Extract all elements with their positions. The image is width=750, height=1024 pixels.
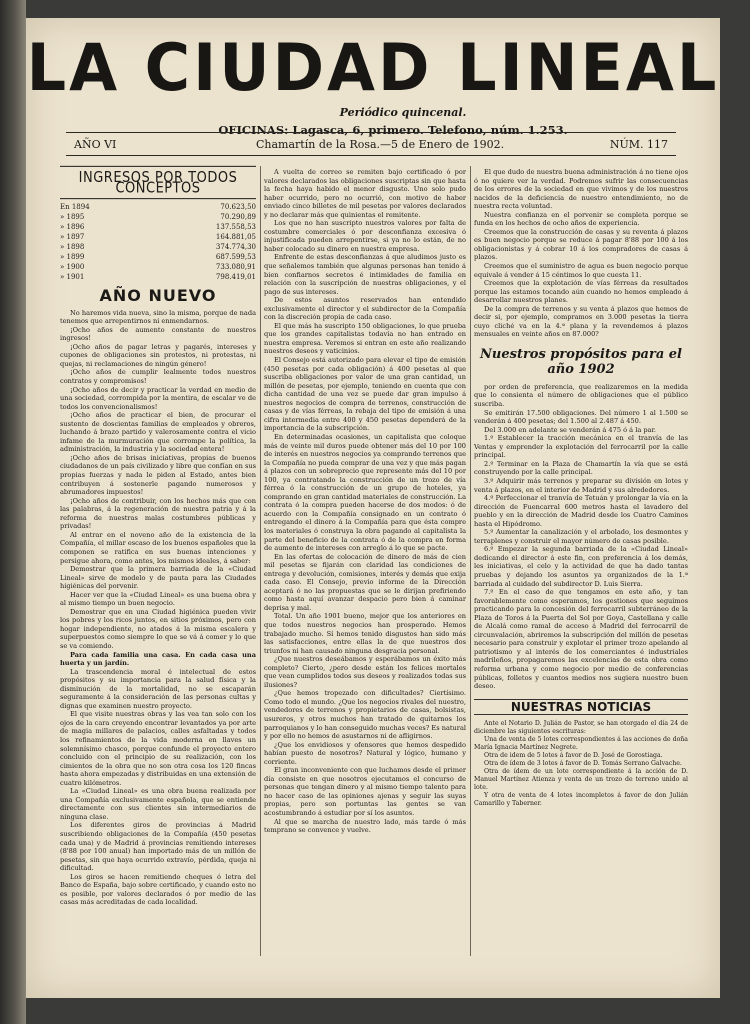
- ingresos-amount: 798.419,01: [215, 273, 256, 282]
- paragraph: Creemos que el suministro de agua es buen negocio porque equivale á vender á 15 céntimos lo que cuesta 11.: [474, 262, 688, 279]
- ingresos-row: [60, 242, 256, 252]
- ingresos-amount: 687.599,53: [215, 253, 256, 262]
- paragraph: Para cada familia una casa. En cada casa una huerta y un jardín.: [60, 650, 256, 668]
- paragraph: Creemos que la explotación de vías férreas da resultados porque las estamos tocando aún cuando no hemos empleado á desarrollar nuestros planes.: [474, 279, 688, 305]
- ingresos-amount: 70.290,89: [220, 213, 256, 222]
- ingresos-year: » 1896: [60, 223, 85, 232]
- paragraph: Y otra de venta de 4 lotes incompletos á favor de don Julián Camarillo y Taberner.: [474, 792, 688, 808]
- paragraph: ¡Ocho años de contribuir, con los hechos más que con las palabras, á la regeneración de nuestra patria y á la reforma de nuestras malas costumbres públicas y privadas!: [60, 496, 256, 531]
- dateline-top-rule: [66, 132, 676, 133]
- ingresos-row: [60, 252, 256, 262]
- place-date: Chamartín de la Rosa.—5 de Enero de 1902.: [256, 138, 505, 151]
- paragraph: ¿Que nuestros deseábamos y esperábamos un éxito más completo? Cierto, ¿pero desde están los felices mortales que vean cumplidos todos sus deseos y realizados todas sus ilusiones?: [264, 655, 466, 689]
- paragraph: Una de venta de 5 lotes correspondientes á las acciones de doña María Ignacia Martínez Negrete.: [474, 736, 688, 752]
- ano-nuevo-heading: AÑO NUEVO: [99, 286, 217, 306]
- issue-number: NÚM. 117: [609, 138, 668, 151]
- ingresos-heading: INGRESOS POR TODOS CONCEPTOS: [60, 166, 256, 199]
- paragraph: La «Ciudad Lineal» es una obra buena realizada por una Compañía exclusivamente española, que se entiende directamente con sus clientes sin intermediarios de ninguna clase.: [60, 787, 256, 821]
- paragraph: Total. Un año 1901 bueno, mejor que los anteriores en que todos nuestros negocios han prosperado. Hemos trabajado mucho. Sí hemos tenido disgustos han sido más las satisfacciones, entre ellas la de que nuestros dos triunfos ni han causado ninguna desgracia personal.: [264, 612, 466, 655]
- paragraph: Los que no han suscripto nuestros valores por falta de costumbre comerciales ó por desconfianza excesiva ó injustificada pueden arrepentirse, si ya no lo están, de no haber colocado su dinero en nuestra empresa.: [264, 219, 466, 253]
- paragraph: ¿Que los envidiosos y ofensores que hemos despedido habían puesto de nosotros? Natural y lógico, humano y corriente.: [264, 740, 466, 766]
- ingresos-year: » 1897: [60, 233, 85, 242]
- ingresos-row: [60, 202, 256, 212]
- column-2-article: [264, 168, 466, 835]
- paragraph: 6.º Empezar la segunda barriada de la «Ciudad Lineal» dedicando el director á este fin, con preferencia á los demás, les iniciativas, el celo y la actividad de que ha dado tantas pruebas y dejando los asuntos ya organizados de la 1.ª barriada al cuidado del subdirector D. Luis Sierra.: [474, 545, 688, 588]
- paragraph: Enfrente de estas desconfianzas á que aludimos justo es que señalemos también que algunas personas han tenido á bien confiarnos secretos é intimidades de familia en relación con la suscripción de nuestras obligaciones, y el pago de sus intereses.: [264, 253, 466, 296]
- ingresos-amount: 70.623,50: [220, 203, 256, 212]
- paragraph: El que dudo de nuestra buena administración á no tiene ojos ó no quiere ver la verdad. Podremos sufrir las consecuencias de los errores de la sociedad en que vivimos y de los nuestros nacidos de la deficiencia de nuestro entendimiento, no de nuestra recta voluntad.: [474, 168, 688, 211]
- paragraph: ¡Ocho años de pagar letras y pagarés, intereses y cupones de obligaciones sin protestos, ni protestas, ni quejas, ni reclamaciones de ningún género!: [60, 342, 256, 368]
- paragraph: En determinadas ocasiones, un capitalista que coloque más de veinte mil duros puede obtener más del 10 por 100 de interés en nuestros negocios ya comprando terrenos que la Compañía no pueda comprar de una vez y que más pagan á plazos con un sobreprecio que represente más del 10 por 100, ya contratando la construcción de un trozo de vía férrea ó la construcción de un grupo de hoteles, ya comprando en gran cantidad materiales de construcción. La contrata ó la compra pueden hacerse de dos modos: ó de acuerdo con la Compañía consignado en un contrato ó entregando el dinero á la Compañía para que ésta compre los materiales ó construya la obra pagando al capitalista la parte del beneficio de la contrata ó de la compra en forma de aumento de intereses con arreglo á lo que se pacte.: [264, 432, 466, 553]
- propositos-heading: Nuestros propósitos para el año 1902: [480, 346, 682, 377]
- ingresos-year: En 1894: [60, 203, 90, 212]
- ingresos-row: [60, 262, 256, 272]
- paragraph: Otra de ídem de 3 lotes á favor de D. Tomás Serrano Galvache.: [484, 760, 682, 768]
- paragraph: ¡Ocho años de practicar el bien, de procurar el sustento de doscientas familias de empleados y obreros, luchando á brazo partido y valerosamente contra el vicio infame de la murmuración que corrompe la política, la administración, la industria y la sociedad entera!: [60, 411, 256, 454]
- ingresos-year: » 1900: [60, 263, 85, 272]
- paragraph: Los giros se hacen remitiendo cheques ó letra del Banco de España, bajo sobre certificado, y cuando esto no es posible, por valores declarados ó por medio de las casas más acreditadas de cada localidad.: [60, 872, 256, 907]
- ingresos-row: [60, 232, 256, 242]
- paragraph: En las ofertas de colocación de dinero de más de cien mil pesetas se fijarán con claridad las condiciones de entrega y devolución, comisiones, interés y demás que exija cada caso. El Consejo, previo informe de la Dirección aceptará ó no las propuestas que se le dirijan prefiriendo como hasta aquí avanzar despacio pero bien á caminar deprisa y mal.: [264, 552, 466, 612]
- newspaper-subtitle: Periódico quincenal.: [339, 106, 467, 119]
- ingresos-row: [60, 272, 256, 282]
- paragraph: El que más ha suscripto 150 obligaciones, lo que prueba que los grandes capitalistas todavía no han entrado en nuestra empresa. Veremos si entran en este año realizando nuestros deseos y vaticinios.: [264, 321, 466, 356]
- paragraph: El que visite nuestras obras y las vea tan solo con los ojos de la cara creyendo encontrar levantados ya por arte de magia millares de palacios, calles asfaltadas y todos los refinamientos de la vida moderna en llaves un solemnísimo chasco, porque confunde el proyecto entero concluido con el principio de su realización, con los cimientos de la obra que no son otra cosa los 120 fincas hasta ahora empezadas y distribuidas en una extensión de cuatro kilómetros.: [60, 710, 256, 787]
- paragraph: No haremos vida nueva, sino la misma, porque de nada tenemos que arrepentirnos ni enmendarnos.: [60, 308, 256, 326]
- ingresos-table: [60, 202, 256, 282]
- dateline: [66, 138, 676, 154]
- paragraph: ¡Ocho años de decir y practicar la verdad en medio de una sociedad, corrompida por la mentira, de escalar ve de todos los convencionalismos!: [60, 385, 256, 411]
- paragraph: De la compra de terrenos y su venta á plazos que hemos de decir si, por ejemplo, compramos en 3.000 pesetas la tierra cuyo cliché va en la 4.ª plana y la revendemos á plazos mensuales en veinte años en 87.000?: [474, 304, 688, 339]
- propositos-list: [474, 383, 688, 691]
- paragraph: El gran inconveniente con que luchamos desde el primer día consiste en que nosotros ejecutamos el concurso de personas que tengan dinero y al mismo tiempo talento para no hacer caso de las opiniones ajenas y seguir las suyas propias, pero son portuntas las gentes se van acostumbrando á estudiar por sí los asuntos.: [264, 766, 466, 818]
- column-divider: [260, 166, 261, 956]
- paragraph: Otra de idem de 5 lotes á favor de D. José de Gorostiaga.: [484, 752, 663, 760]
- ingresos-row: [60, 222, 256, 232]
- noticias-heading: NUESTRAS NOTICIAS: [474, 699, 688, 716]
- paragraph: Al que se marcha de nuestro lado, más tarde ó más temprano se convence y vuelve.: [264, 817, 466, 835]
- paragraph: Del 3.000 en adelante se venderán á 475 ó á la par.: [484, 425, 657, 434]
- paragraph: 2.º Terminar en la Plaza de Chamartín la vía que se está construyendo por la calle principal.: [474, 459, 688, 477]
- ingresos-amount: 164.881,05: [215, 233, 256, 242]
- ano-nuevo-article: [60, 309, 256, 907]
- paragraph: Ante el Notario D. Julián de Pastor, se han otorgado el día 24 de diciembre las siguientes escrituras:: [474, 720, 688, 736]
- column-2: [264, 168, 466, 835]
- newspaper-title: LA CIUDAD LINEAL: [26, 29, 720, 106]
- year-label: AÑO VI: [74, 138, 117, 151]
- ingresos-year: » 1895: [60, 213, 85, 222]
- paragraph: Otra de ídem de un lote correspondiente á la acción de D. Manuel Martínez Atienza y venta de un trozo de terreno unido al lote.: [474, 768, 688, 792]
- offices-address: OFICINAS: Lagasca, 6, primero. Telefono, núm. 1.253.: [218, 123, 568, 137]
- paragraph: Al entrar en el noveno año de la existencia de la Compañía, el millar escaso de los buenos españoles que la componen se ratifica en sus buenas intenciones y persigue ahora, como antes, los mismos ideales, á saber:: [60, 530, 256, 565]
- paragraph: 4.º Perfeccionar el tranvía de Tetuán y prolongar la vía en la dirección de Fuencarral 600 metros hasta el lavadero del pueblo y en la dirección de Madrid desde los Cuatro Caminos hasta el Hipódromo.: [474, 494, 688, 528]
- ingresos-year: » 1899: [60, 253, 85, 262]
- paragraph: 5.º Aumentar la canalización y el arbolado, los desmontes y terraplenes y construir el mayor número de casas posible.: [474, 528, 688, 545]
- paragraph: El Consejo está autorizado para elevar el tipo de emisión (450 pesetas por cada obligación) á 400 pesetas al que suscriba obligaciones por valor de una gran cantidad, un millón de pesetas, por ejemplo, teniendo en cuenta que con dicha cantidad de una vez se puede dar gran impulso á nuestros negocios de compra de terrenos, construcción de casas y de vías férreas, la rebaja del tipo de emisión á una cifra intermedia entre 400 y 450 pesetas dependerá de la importancia de la subscripción.: [264, 356, 466, 433]
- paragraph: ¡Ocho años de cumplir lealmente todos nuestros contratos y compromisos!: [60, 368, 256, 386]
- paragraph: Demostrar que en una Ciudad higiénica pueden vivir los pobres y los ricos juntos, en sitios próximos, pero con hogar independiente, no atados á la misma escalera y superpuestos como siempre lo que se vá á comer y lo que se va comiendo.: [60, 607, 256, 650]
- paragraph: por orden de preferencia, que realizaremos en la medida que lo consienta el número de obligaciones que el público suscriba.: [474, 382, 688, 409]
- paragraph: Nuestra confianza en el porvenir se completa porque se funda en los hechos de ocho años de experiencia.: [474, 210, 688, 228]
- paragraph: Demostrar que la primera barriada de la «Ciudad Lineal» sirve de modelo y de pauta para las Ciudades higiénicas del porvenir.: [60, 565, 256, 591]
- ingresos-year: » 1901: [60, 273, 85, 282]
- paragraph: Creemos que la construcción de casas y su reventa á plazos es buen negocio porque se reduce á pagar 8'88 por 100 á los obligacionistas y á cobrar 10 á los compradores de casas á plazos.: [474, 227, 688, 262]
- noticias-list: [474, 720, 688, 808]
- ingresos-amount: 733.080,91: [215, 263, 256, 272]
- paragraph: ¡Ocho años de brisas iniciativas, propias de buenos ciudadanos de un país civilizado y libre que confían en sus propias fuerzas y nada le piden al Estado, antes bien contribuyen á sostenerle pagando numerosos y abrumadores impuestos!: [60, 453, 257, 497]
- book-binding-edge: [0, 0, 26, 1024]
- paragraph: ¡Ocho años de aumento constante de nuestros ingresos!: [60, 325, 256, 343]
- column-3-article: [474, 168, 688, 339]
- column-1: [60, 168, 256, 907]
- paragraph: Hacer ver que la «Ciudad Lineal» es una buena obra y al mismo tiempo un buen negocio.: [60, 590, 256, 608]
- paragraph: 1.º Establecer la tracción mecánica en el tranvía de las Ventas y emprender la explotación del ferrocarril por la calle principal.: [474, 434, 688, 460]
- paragraph: Se emitirán 17.500 obligaciones. Del número 1 al 1.500 se venderán á 400 pesetas; del 1.500 al 2.487 á 450.: [474, 408, 688, 426]
- paragraph: 3.º Adquirir más terrenos y preparar su división en lotes y venta á plazos, en el interior de Madrid y sus alrededores.: [474, 476, 688, 494]
- ingresos-amount: 137.558,53: [215, 223, 256, 232]
- dateline-bottom-rule: [66, 155, 676, 156]
- column-divider: [470, 166, 471, 956]
- masthead: [26, 29, 720, 137]
- ingresos-row: [60, 212, 256, 222]
- paragraph: La trascendencia moral é intelectual de estos propósitos y su importancia para la salud física y la disminución de la mortalidad, no se escaparán seguramente á la consideración de las personas cultas y dignas que examinen nuestro proyecto.: [60, 667, 256, 710]
- paragraph: De estos asuntos reservados han entendido exclusivamente el director y el subdirector de la Compañía con la discreción propia de cada caso.: [264, 296, 466, 322]
- newspaper-page: [26, 18, 720, 998]
- paragraph: A vuelta de correo se remiten bajo certificado ó por valores declarados las obligaciones suscriptas sin que hasta la fecha haya habido el menor disgusto. Uno solo pudo haber ocurrido, pero no ocurrió, con motivo de haber enviado cinco billetes de mil pesetas por valores declarados y no declarar más que quinientas el remitente.: [264, 168, 466, 219]
- column-3: [474, 168, 688, 808]
- paragraph: 7.º En el caso de que tengamos en este año, y tan favorablemente como esperamos, los gestiones que seguimos practicando para la concesión del ferrocarril subterráneo de la Plaza de Toros á la Puerta del Sol por Goya, Castellana y calle de Alcalá como ramal de acceso á Madrid del ferrocarril de circunvalación, abriremos la subscripción del millón de pesetas necesario para construir y explotar el primer trozo apelando al patriotismo y al interés de los comerciantes é industriales madrileños, propagaremos las excelencias de esta obra como reforma urbana y como negocio por medio de conferencias públicas, folletos y cuantos medios nos sugiera nuestro buen deseo.: [474, 588, 688, 691]
- paragraph: Los diferentes giros de provincias á Madrid suscribiendo obligaciones de la Compañía (450 pesetas cada una) y de Madrid á provincias remitiendo intereses (8'88 por 100 anual) han importado más de un millón de pesetas, sin que haya ocurrido extravío, pérdida, queja ni dificultad.: [60, 821, 256, 873]
- ingresos-amount: 374.774,30: [215, 243, 256, 252]
- paragraph: ¿Que hemos tropezado con dificultades? Ciertísimo. Como todo el mundo. ¿Que los negocios rivales del nuestro, vendedores de terrenos y propietarios de casas, bolsistas, usureros, y otros muchos han tratado de quitarnos los parroquianos y lo han conseguido muchas veces? Es natural y por ello no hemos de asustarnos ni de afligirnos.: [264, 689, 466, 741]
- ingresos-year: » 1898: [60, 243, 85, 252]
